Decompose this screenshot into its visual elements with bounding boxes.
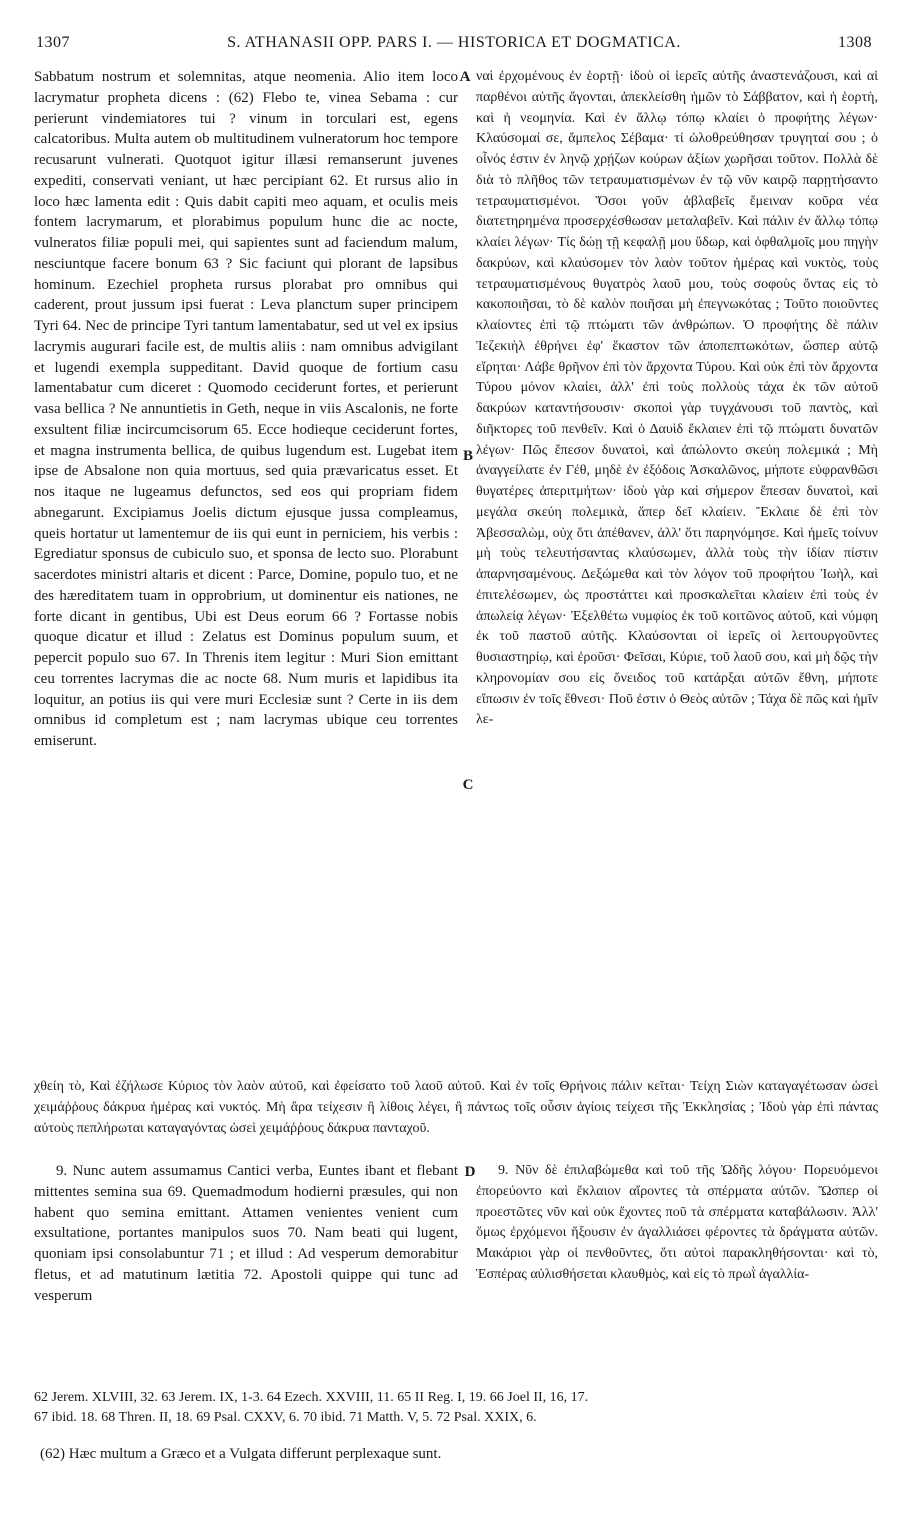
greek-column-top	[476, 67, 878, 731]
margin-letter-b: B	[462, 448, 473, 464]
greek-paragraph: ναὶ ἐρχομένους ἐν ἑορτῇ· ἰδοὺ οἱ ἱερεῖς αὐτῆς ἀναστενάζουσι, καὶ αἱ παρθένοι αὐτῆς ἄγονται, ἀπεκλείσθη ἡμῶν τὸ Σάββατον, καὶ ἡ ἑορτὴ, καὶ ἡ νεομηνία. Καὶ ἐν ἄλλῳ τόπῳ κλαίει ὁ προφήτης λέγων· Κλαύσομαί σε, ἄμπελος Σέβαμα· τί ὠλοθρεύθησαν τρυγηταί σου ; ὁ οἶνός ἐστιν ἐν ληνῷ χρῄζων κούρων ἀξίων χωρῆσαι τοῦτον. Πολλὰ δὲ διὰ τὸ πλῆθος τῶν τετραυματισμένων ἐν τῷ νῦν καιρῷ παρῃτήσαντο τετραυματισμένοι. Ὅσοι γοῦν ἀβλαβεῖς ἔμειναν κοῦρα νέα διατετηρημένα προσερχέσθωσαν μεταλαβεῖν. Καὶ πάλιν ἐν ἄλλῳ τόπῳ κλαίει λέγων· Τίς δώῃ τῇ κεφαλῇ μου ὕδωρ, καὶ ὀφθαλμοῖς μου πηγὴν δακρύων, καὶ κλαύσομεν τὸν λαὸν τοῦτον ἡμέρας καὶ νυκτὸς, τοὺς τετραυματισμένους θυγατρὸς λαοῦ μου, τοὺς σοφοὺς ὄντας εἰς τὸ κακοποιῆσαι, τὸ δὲ καλὸν ποιῆσαι μὴ ἐπεγνωκότας ; Τοῦτο ποιοῦντες κλαίοντες ἐπὶ τῷ πτώματι τῶν ἀνθρώπων. Ὁ προφήτης δὲ πάλιν Ἰεζεκιὴλ ἐθρήνει ἐφ' ἕκαστον τῶν ἀποπεπτωκότων, ὥσπερ αὐτῷ εἴρηται· Λάβε θρῆνον ἐπὶ τὸν ἄρχοντα Τύρου. Καὶ οὐκ ἐπὶ τὸν ἄρχοντα Τύρου μόνον κλαίει, ἀλλ' ἐπὶ τοὺς πολλοὺς τάχα ἐκ τῶν αὐτοῦ δακρύων καταντήσουσιν· σκοποὶ γὰρ τυγχάνουσι τοῦ παντὸς, καὶ διῆκτορες τοῦ πενθεῖν. Καὶ ὁ Δαυὶδ ἔκλαιεν ἐπὶ τῷ πτώματι δυνατῶν λέγων· Πῶς ἔπεσον δυνατοὶ, καὶ ἀπώλοντο σκεύη πολεμικά ; Μὴ ἀναγγείλατε ἐν Γέθ, μηδὲ ἐν ἐξόδοις Ἀσκαλῶνος, μήποτε εὐφρανθῶσι θυγατέρες ἀπεριτμήτων· ἰδοὺ γὰρ καὶ σήμερον ἔπεσαν δυνατοὶ, καὶ μεγάλα σκεύη πολεμικὰ, ἅπερ δεῖ κλαίειν. Ἔκλαιε δὲ ἐπὶ τὸν Ἀβεσσαλὼμ, οὐχ ὅτι ἀπέθανεν, ἀλλ' ὅτι παρηνόμησε. Καὶ ἡμεῖς τοίνυν μὴ τοὺς τελευτήσαντας κλαύσωμεν, ἀλλὰ τοὺς τὴν ἰδίαν πίστιν ἀπαρνησαμένους. Δεξώμεθα καὶ τὸν λόγον τοῦ προφήτου Ἰωὴλ, καὶ ἐπιτελέσωμεν, ὡς προστάττει καὶ προσκαλεῖται κλαίειν ἐπὶ τοὺς ἐν ἀπωλείᾳ λέγων· Ἐξελθέτω νυμφίος ἐκ τοῦ κοιτῶνος αὐτοῦ, καὶ νύμφη ἐκ τοῦ παστοῦ αὐτῆς. Κλαύσονται οἱ ἱερεῖς οἱ λειτουργοῦντες θυσιαστηρίῳ, καὶ ἐροῦσι· Φεῖσαι, Κύριε, τοῦ λαοῦ σου, καὶ μὴ δῷς τὴν κληρονομίαν σου εἰς ὄνειδος τοῦ κατάρξαι αὐτῶν ἔθνη, μήποτε εἴπωσιν ἐν τοῖς ἔθνεσι· Ποῦ ἐστιν ὁ Θεὸς αὐτῶν ; Τάχα δὲ πῶς καὶ ἡμῖν λε-	[476, 69, 878, 728]
greek-section-9: 9. Νῦν δὲ ἐπιλαβώμεθα καὶ τοῦ τῆς Ὠδῆς λόγου· Πορευόμενοι ἐπορεύοντο καὶ ἔκλαιον αἴροντες τὰ σπέρματα αὐτῶν. Ὥσπερ οἱ προεστῶτες νῦν καὶ οὐκ ἔχοντες ποῦ τὰ σπέρματα καταβάλωσιν. Ἀλλ' ὅμως ἐρχόμενοι ἥξουσιν ἐν ἀγαλλιάσει φέροντες τὰ δράγματα αὐτῶν. Μακάριοι γὰρ οἱ πενθοῦντες, ὅτι αὐτοὶ παρακληθήσονται· καὶ τὸ, Ἑσπέρας αὐλισθήσεται κλαυθμὸς, καὶ εἰς τὸ πρωῒ ἀγαλλία-	[476, 1163, 878, 1282]
greek-fullwidth-block	[34, 1077, 878, 1139]
latin-paragraph: Sabbatum nostrum et solemnitas, atque neomenia. Alio item loco lacrymatur propheta dicens : (62) Flebo te, vinea Sebama : cur perierunt vindemiatores tui ? vinum in torculari est, egens calcatoribus. Multa autem ob multitudinem vulneratorum hoc tempore recusarunt vulnerati. Quotquot igitur illæsi remanserunt juvenes expediti, conservati veniant, ut hæc percipiant 62. Et rursus alio in loco hæc lamenta edit : Quis dabit capiti meo aquam, et oculis meis fontem lacrymarum, et plorabimus populum hunc die ac nocte, vulneratos filiæ populi mei, qui sapientes sunt ad faciendum malum, nesciuntque facere bonum 63 ? Sic faciunt qui plorant de lapsibus hominum. Ezechiel propheta rursus plorabat pro omnibus qui caderent, prout jussum ipsi fuerat : Leva planctum super principem Tyri 64. Nec de principe Tyri tantum lamentabatur, sed ut vel ex ipsius lacrymis augurari facile est, de multis aliis : nam omnibus advigilant et lugendi exempla suppeditant. David quoque de fortium casu lamentabatur cum diceret : Quomodo ceciderunt fortes, et perierunt vasa bellica ? Ne annuntietis in Geth, neque in viis Ascalonis, ne forte exsultent filiæ incircumcisorum 65. Ecce hodieque ceciderunt fortes, et magna instrumenta bellica, de quibus lugendum est. Lugebat item ipse de Absalone non quia mortuus, sed quia prævaricatus esset. Et nos itaque ne lugeamus defunctos, sed eos qui propriam fidem abnegarunt. Excipiamus Joelis dictum ejusque jussa compleamus, queis hortatur ut lamentemur de iis qui eunt in perniciem, his verbis : Egrediatur sponsus de cubiculo suo, et sponsa de lecto suo. Plorabunt sacerdotes ministri altaris et dicent : Parce, Domine, populo tuo, et ne des hæreditatem tuam in opprobrium, ut dominentur eis nationes, ne forte dicant in gentibus, Ubi est Deus eorum 66 ? Fortasse nobis quoque dicatur et illud : Zelatus est Dominus populum suum, et pepercit populo suo 67. In Threnis item legitur : Muri Sion emittant ceu torrentes lacrymas die ac nocte 68. Num muris et lapidibus ita loquitur, an potius iis qui vere muri Ecclesiæ sunt ? Certe in iis dem omnibus id completum est ; nam lacrymas ubique ceu torrentes emiserunt.	[34, 69, 458, 749]
margin-letter-c: C	[462, 777, 474, 793]
greek-fullwidth-paragraph: χθείη τὸ, Καὶ ἐζήλωσε Κύριος τὸν λαὸν αὐτοῦ, καὶ ἐφείσατο τοῦ λαοῦ αὐτοῦ. Καὶ ἐν τοῖς Θρήνοις πάλιν κεῖται· Τείχη Σιὼν καταγαγέτωσαν ὡσεὶ χειμάῤῥους δάκρυα ἡμέρας καὶ νυκτός. Μὴ ἄρα τείχεσιν ἢ λίθοις λέγει, ἢ πάντως τοῖς οὖσιν ἁγίοις τείχεσι τῆς Ἐκκλησίας ; Ἰδοὺ γὰρ ἐπὶ πάντας αὐτοὺς πεπλήρωται καταγαγόντας ὡσεὶ χειμάῤῥους δάκρυα πανταχοῦ.	[34, 1079, 878, 1136]
page-number-left: 1307	[36, 34, 70, 51]
margin-letter-a: A	[459, 69, 471, 85]
margin-letter-d: D	[464, 1164, 476, 1180]
latin-column-top	[34, 67, 458, 752]
editor-note: (62) Hæc multum a Græco et a Vulgata differunt perplexaque sunt.	[40, 1446, 442, 1462]
greek-column-bottom	[476, 1161, 878, 1286]
footnote-line-1: 62 Jerem. XLVIII, 32. 63 Jerem. IX, 1-3. 64 Ezech. XXVIII, 11. 65 II Reg. I, 19. 66 Joel II, 16, 17.	[34, 1390, 589, 1405]
latin-section-9: 9. Nunc autem assumamus Cantici verba, Euntes ibant et flebant mittentes semina sua 69. Quemadmodum hodierni præsules, qui non habent quo semina emittant. Attamen venientes venient cum exsultatione, portantes manipulos suos 70. Nam beati qui lugent, quoniam ipsi consolabuntur 71 ; et illud : Ad vesperum demorabitur fletus, et ad matutinum lætitia 72. Apostoli quippe qui tunc ad vesperum	[34, 1163, 458, 1304]
latin-column-bottom	[34, 1161, 458, 1306]
footnotes	[34, 1388, 878, 1464]
running-head-title: S. ATHANASII OPP. PARS I. — HISTORICA ET DOGMATICA.	[227, 34, 681, 51]
page-number-right: 1308	[838, 34, 872, 51]
footnote-line-2: 67 ibid. 18. 68 Thren. II, 18. 69 Psal. CXXV, 6. 70 ibid. 71 Matth. V, 5. 72 Psal. XXIX, 6.	[34, 1410, 537, 1425]
running-head	[36, 34, 872, 62]
